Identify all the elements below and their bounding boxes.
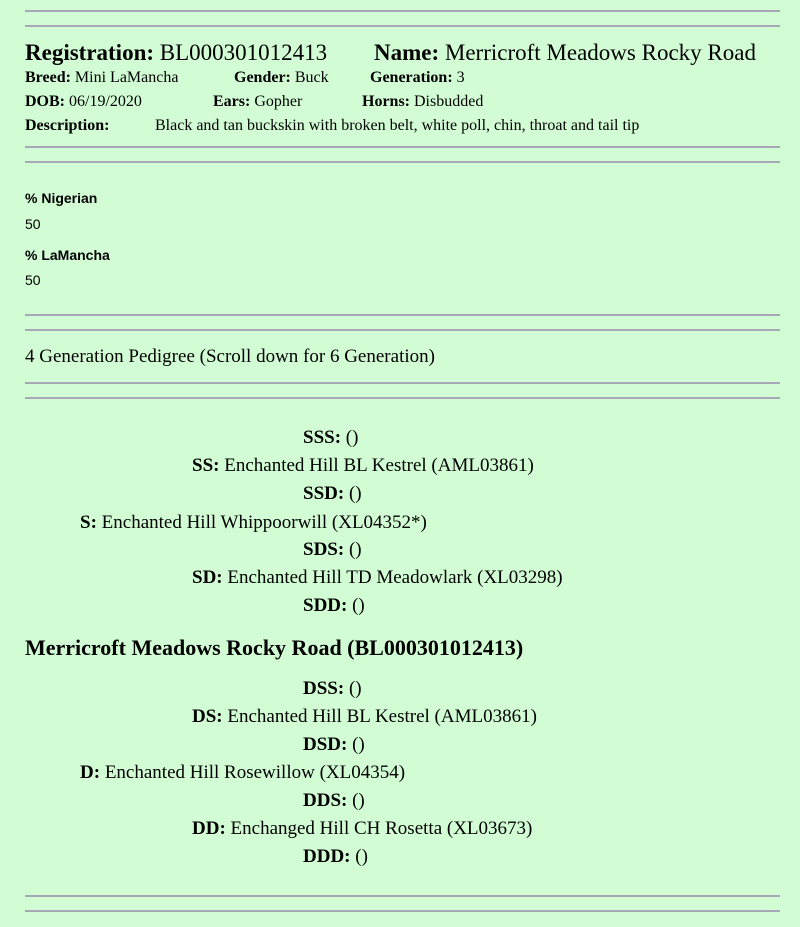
pedigree-ss (192, 455, 534, 477)
pedigree-dd (192, 818, 532, 840)
divider (25, 161, 780, 163)
pedigree-label: DD: (192, 818, 226, 839)
pedigree-value: () (345, 427, 359, 448)
gender-field (234, 69, 329, 87)
name-line (374, 40, 756, 66)
pedigree-s (80, 512, 427, 534)
breed-label: Breed: (25, 69, 71, 86)
pedigree-value: () (348, 483, 362, 504)
pedigree-label: DS: (192, 706, 223, 727)
name-label: Name: (374, 40, 440, 65)
dob-label: DOB: (25, 93, 65, 110)
horns-value: Disbudded (414, 93, 484, 110)
divider (25, 25, 780, 27)
pedigree-value: Enchanged Hill CH Rosetta (XL03673) (230, 818, 533, 839)
pedigree-value: Enchanted Hill TD Meadowlark (XL03298) (227, 567, 563, 588)
pedigree-label: DSS: (303, 678, 345, 699)
divider (25, 910, 780, 912)
pedigree-value: () (348, 678, 362, 699)
generation-label: Generation: (370, 69, 453, 86)
dob-field (25, 93, 142, 111)
pedigree-label: DSD: (303, 734, 348, 755)
generation-field (370, 69, 465, 87)
pedigree-value: Enchanted Hill Whippoorwill (XL04352*) (101, 512, 427, 533)
pedigree-ssd (303, 483, 362, 505)
pedigree-sss (303, 427, 358, 449)
pedigree-value: () (348, 539, 362, 560)
divider (25, 146, 780, 148)
description-value: Black and tan buckskin with broken belt, white poll, chin, throat and tail tip (155, 117, 640, 134)
pedigree-value: Enchanted Hill BL Kestrel (AML03861) (224, 455, 534, 476)
pedigree-label: SSD: (303, 483, 345, 504)
divider (25, 397, 780, 399)
gender-value: Buck (294, 69, 329, 86)
divider (25, 314, 780, 316)
breed-field (25, 69, 178, 87)
pedigree-sdd (303, 595, 365, 617)
dob-value: 06/19/2020 (69, 93, 142, 110)
ears-field (213, 93, 302, 111)
divider (25, 895, 780, 897)
horns-label: Horns: (362, 93, 410, 110)
pedigree-label: SDD: (303, 595, 348, 616)
pedigree-label: SS: (192, 455, 220, 476)
pedigree-dss (303, 678, 362, 700)
pedigree-value: () (355, 846, 368, 867)
pedigree-label: S: (80, 512, 97, 533)
pedigree-label: SSS: (303, 427, 342, 448)
pedigree-value: Enchanted Hill BL Kestrel (AML03861) (227, 706, 537, 727)
name-value: Merricroft Meadows Rocky Road (444, 40, 756, 65)
horns-field (362, 93, 483, 111)
ears-label: Ears: (213, 93, 251, 110)
breed-value: Mini LaMancha (74, 69, 179, 86)
registration-label: Registration: (25, 40, 155, 65)
pedigree-subject: Merricroft Meadows Rocky Road (BL000301012413) (25, 635, 524, 660)
divider (25, 10, 780, 12)
pedigree-ds (192, 706, 537, 728)
pedigree-label: SD: (192, 567, 223, 588)
ears-value: Gopher (254, 93, 303, 110)
percent-label: % Nigerian (25, 190, 98, 206)
percent-value: 50 (25, 216, 41, 232)
pedigree-sds (303, 539, 362, 561)
pedigree-label: DDD: (303, 846, 351, 867)
pedigree-title: 4 Generation Pedigree (Scroll down for 6 Generation) (25, 346, 435, 367)
gender-label: Gender: (234, 69, 291, 86)
pedigree-sd (192, 567, 563, 589)
pedigree-label: D: (80, 762, 101, 783)
pedigree-value: () (352, 595, 365, 616)
registration-line (25, 40, 327, 66)
description-label: Description: (25, 117, 110, 134)
percent-label: % LaMancha (25, 247, 110, 263)
pedigree-dds (303, 790, 365, 812)
pedigree-d (80, 762, 405, 784)
generation-value: 3 (456, 69, 465, 86)
pedigree-value: () (352, 790, 365, 811)
pedigree-dsd (303, 734, 365, 756)
pedigree-value: Enchanted Hill Rosewillow (XL04354) (104, 762, 406, 783)
description-field (25, 117, 109, 135)
percent-value: 50 (25, 272, 41, 288)
divider (25, 382, 780, 384)
registration-value: BL000301012413 (159, 40, 328, 65)
pedigree-value: () (352, 734, 365, 755)
pedigree-ddd (303, 846, 368, 868)
pedigree-label: DDS: (303, 790, 348, 811)
divider (25, 329, 780, 331)
pedigree-label: SDS: (303, 539, 345, 560)
